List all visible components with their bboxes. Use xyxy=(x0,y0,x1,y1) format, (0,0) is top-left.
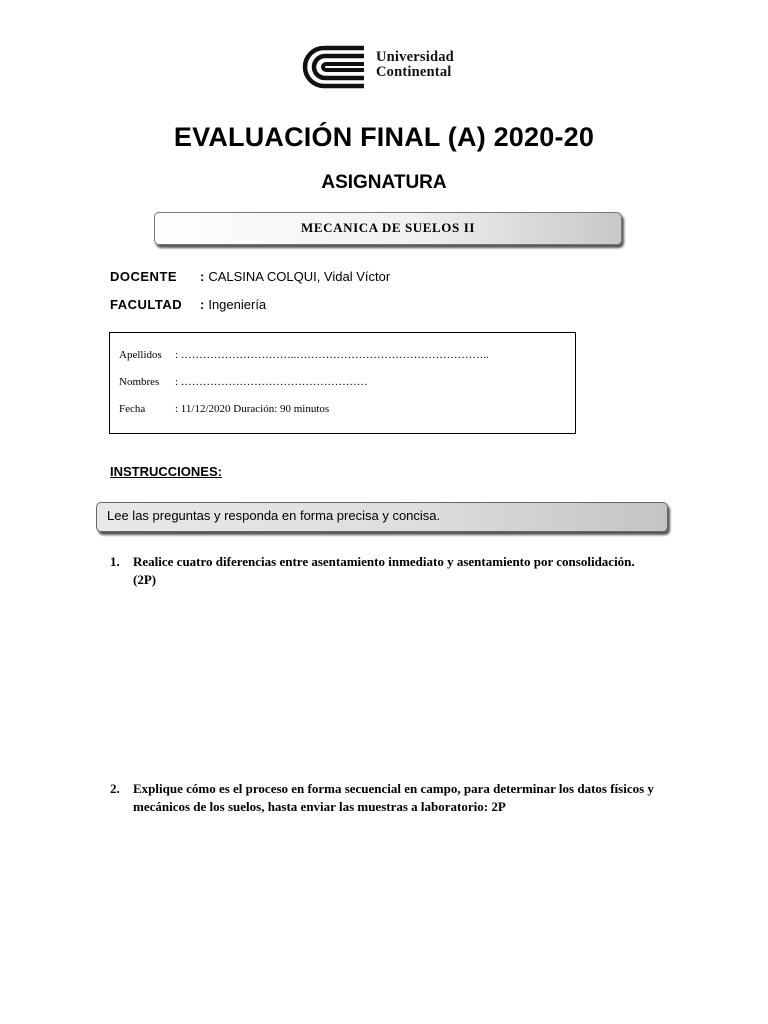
surnames-field[interactable]: : …………………………..…………………………………………….. xyxy=(175,349,489,361)
instructions-heading: INSTRUCCIONES: xyxy=(110,464,222,479)
names-field[interactable]: : …………………………………………… xyxy=(175,376,368,388)
date-value: : 11/12/2020 Duración: 90 minutos xyxy=(175,403,330,415)
question-text: Explique cómo es el proceso en forma secuencial en campo, para determinar los datos físicos y mecánicos de los suelos, hasta enviar las muestras a laboratorio: 2P xyxy=(133,781,654,814)
student-info-box xyxy=(109,332,576,434)
faculty-colon: : xyxy=(200,297,205,312)
names-line xyxy=(119,376,368,388)
teacher-value: CALSINA COLQUI, Vidal Víctor xyxy=(208,269,391,284)
university-logo xyxy=(300,44,480,92)
instructions-text: Lee las preguntas y responda en forma precisa y concisa. xyxy=(107,508,441,523)
exam-title: EVALUACIÓN FINAL (A) 2020-20 xyxy=(173,122,595,152)
faculty-label: FACULTAD xyxy=(110,297,183,312)
question-number: 1. xyxy=(110,554,120,569)
question-item xyxy=(110,780,660,816)
names-label: Nombres xyxy=(119,376,160,388)
question-item xyxy=(110,553,660,589)
date-label: Fecha xyxy=(119,403,146,415)
university-name-line1: Universidad xyxy=(376,49,454,65)
course-name: MECANICA DE SUELOS II xyxy=(300,220,476,235)
teacher-row xyxy=(110,269,390,284)
university-logo-icon xyxy=(300,44,368,90)
surnames-label: Apellidos xyxy=(119,349,162,361)
faculty-row xyxy=(110,297,266,312)
teacher-label: DOCENTE xyxy=(110,269,178,284)
question-text: Realice cuatro diferencias entre asentamiento inmediato y asentamiento por consolidación. (2P) xyxy=(133,554,635,587)
university-name-line2: Continental xyxy=(376,64,452,80)
university-name xyxy=(376,50,454,80)
surnames-line xyxy=(119,349,489,361)
course-name-box xyxy=(154,212,622,245)
teacher-colon: : xyxy=(200,269,205,284)
subject-heading: ASIGNATURA xyxy=(321,172,447,193)
faculty-value: Ingeniería xyxy=(208,297,267,312)
instructions-box xyxy=(96,502,668,532)
date-line xyxy=(119,403,329,415)
question-number: 2. xyxy=(110,781,120,796)
